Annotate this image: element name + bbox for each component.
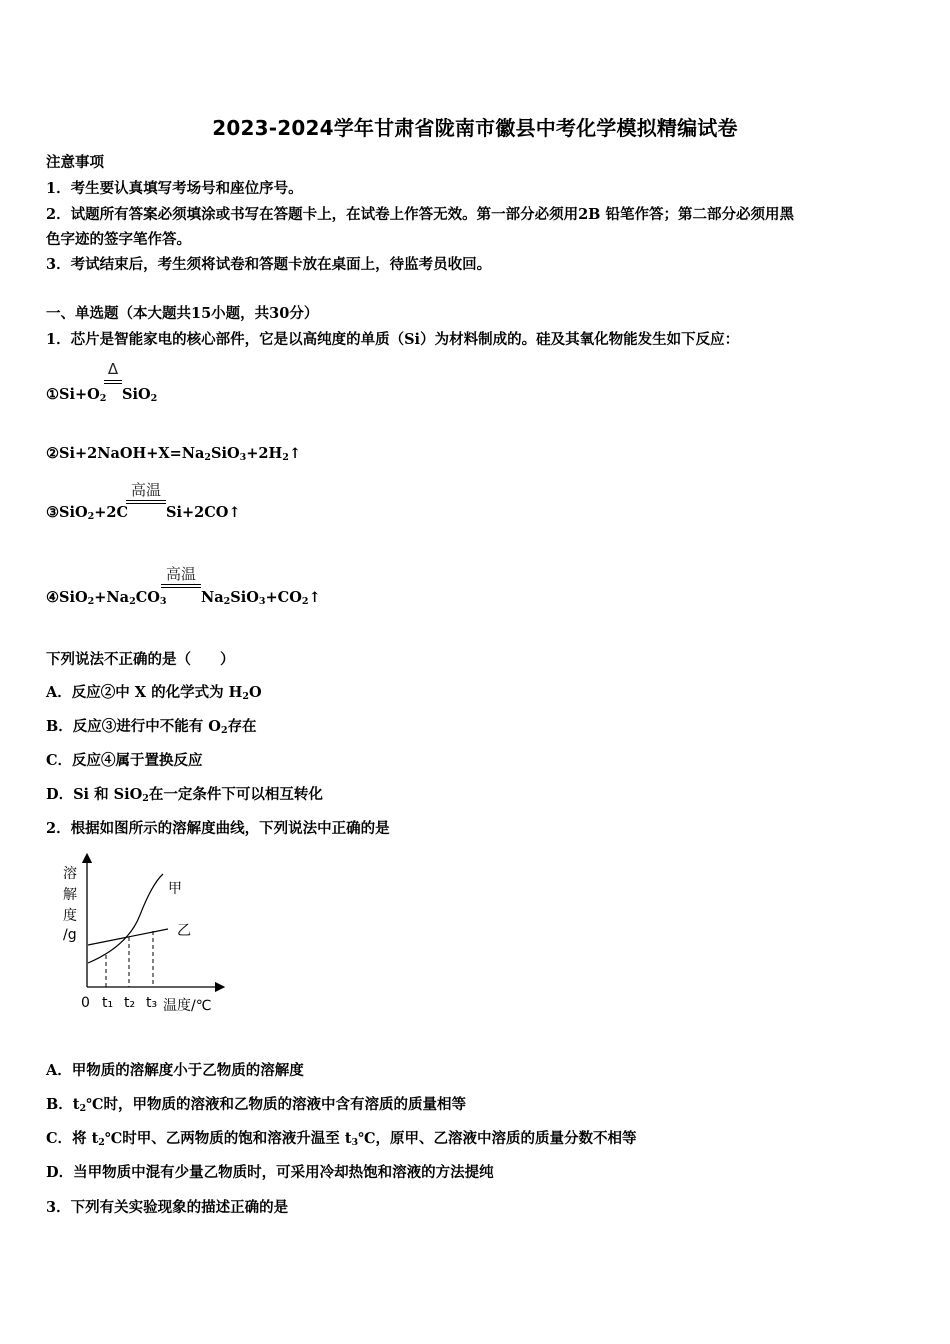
graph-xlabel: 温度/℃ — [163, 998, 212, 1014]
reaction-3-condition: 高温 — [130, 481, 161, 499]
q2-option-b: B．$t_2℃$时，甲物质的溶液和乙物质的溶液中含有溶质的质量相等 — [46, 1096, 466, 1114]
reaction-4-right: $Na_2SiO_3+CO_2↑$ — [201, 589, 321, 607]
q2-stem: 2．根据如图所示的溶解度曲线，下列说法中正确的是 — [46, 820, 390, 837]
q2-option-c: C．将 $t_2℃$时甲、乙两物质的饱和溶液升温至 $t_3℃$，原甲、乙溶液中溶质的质量分数不相等 — [46, 1130, 637, 1148]
notice-item-2-cont: 色字迹的签字笔作答。 — [46, 231, 191, 248]
q2-option-a: A．甲物质的溶解度小于乙物质的溶解度 — [46, 1062, 304, 1079]
notice-heading: 注意事项 — [46, 154, 104, 171]
q2-option-d: D．当甲物质中混有少量乙物质时，可采用冷却热饱和溶液的方法提纯 — [46, 1164, 494, 1181]
graph-tick-t1: t₁ — [102, 995, 114, 1011]
reaction-3-left: ③SiO$_2$+2C — [46, 504, 129, 522]
section-heading: 一、单选题（本大题共15小题，共30分） — [46, 305, 319, 322]
graph-label-yi: 乙 — [177, 923, 191, 939]
graph-ylabel-2: 解 — [63, 887, 77, 903]
graph-ylabel-3: 度 — [63, 908, 77, 924]
reaction-2: $②Si+2NaOH+X=Na_2SiO_3+2H_2↑$ — [46, 445, 302, 463]
notice-item-1: 1．考生要认真填写考场号和座位序号。 — [46, 180, 303, 197]
graph-origin: 0 — [81, 995, 90, 1011]
q1-stem: 1．芯片是智能家电的核心部件，它是以高纯度的单质（Si）为材料制成的。硅及其氧化物能发生如下反应： — [46, 331, 740, 348]
reaction-4-condition: 高温 — [165, 565, 196, 583]
graph-tick-t3: t₃ — [146, 995, 158, 1011]
graph-ylabel-4: /g — [63, 927, 77, 943]
q1-option-d: D．Si 和 SiO$_2$在一定条件下可以相互转化 — [46, 786, 323, 804]
page-title: 2023-2024学年甘肃省陇南市徽县中考化学模拟精编试卷 — [212, 116, 738, 140]
notice-item-2: 2．试题所有答案必须填涂或书写在答题卡上，在试卷上作答无效。第一部分必须用2B 铅笔作答；第二部分必须用黑 — [46, 206, 794, 223]
q3-stem: 3．下列有关实验现象的描述正确的是 — [46, 1199, 289, 1216]
notice-item-3: 3．考试结束后，考生须将试卷和答题卡放在桌面上，待监考员收回。 — [46, 256, 492, 273]
curve-yi — [88, 929, 168, 945]
q1-option-c: C．反应④属于置换反应 — [46, 752, 203, 769]
reaction-3-right: Si+2CO↑ — [166, 504, 241, 521]
reaction-1-condition: Δ — [107, 360, 119, 378]
q1-prompt: 下列说法不正确的是（ ） — [46, 651, 235, 668]
q1-option-b: B．反应③进行中不能有 $O_2$存在 — [46, 718, 257, 736]
q1-option-a: A．反应②中 X 的化学式为 $H_2O$ — [46, 684, 262, 702]
reaction-4-left: $④SiO_2+Na_2CO_3$ — [46, 589, 167, 607]
graph-tick-t2: t₂ — [124, 995, 136, 1011]
graph-label-jia: 甲 — [168, 881, 182, 897]
reaction-1-left: $①Si+O_2$ — [46, 386, 107, 404]
graph-ylabel-1: 溶 — [63, 866, 77, 882]
curve-jia — [88, 874, 163, 963]
reaction-1-right: SiO$_2$ — [122, 386, 158, 404]
